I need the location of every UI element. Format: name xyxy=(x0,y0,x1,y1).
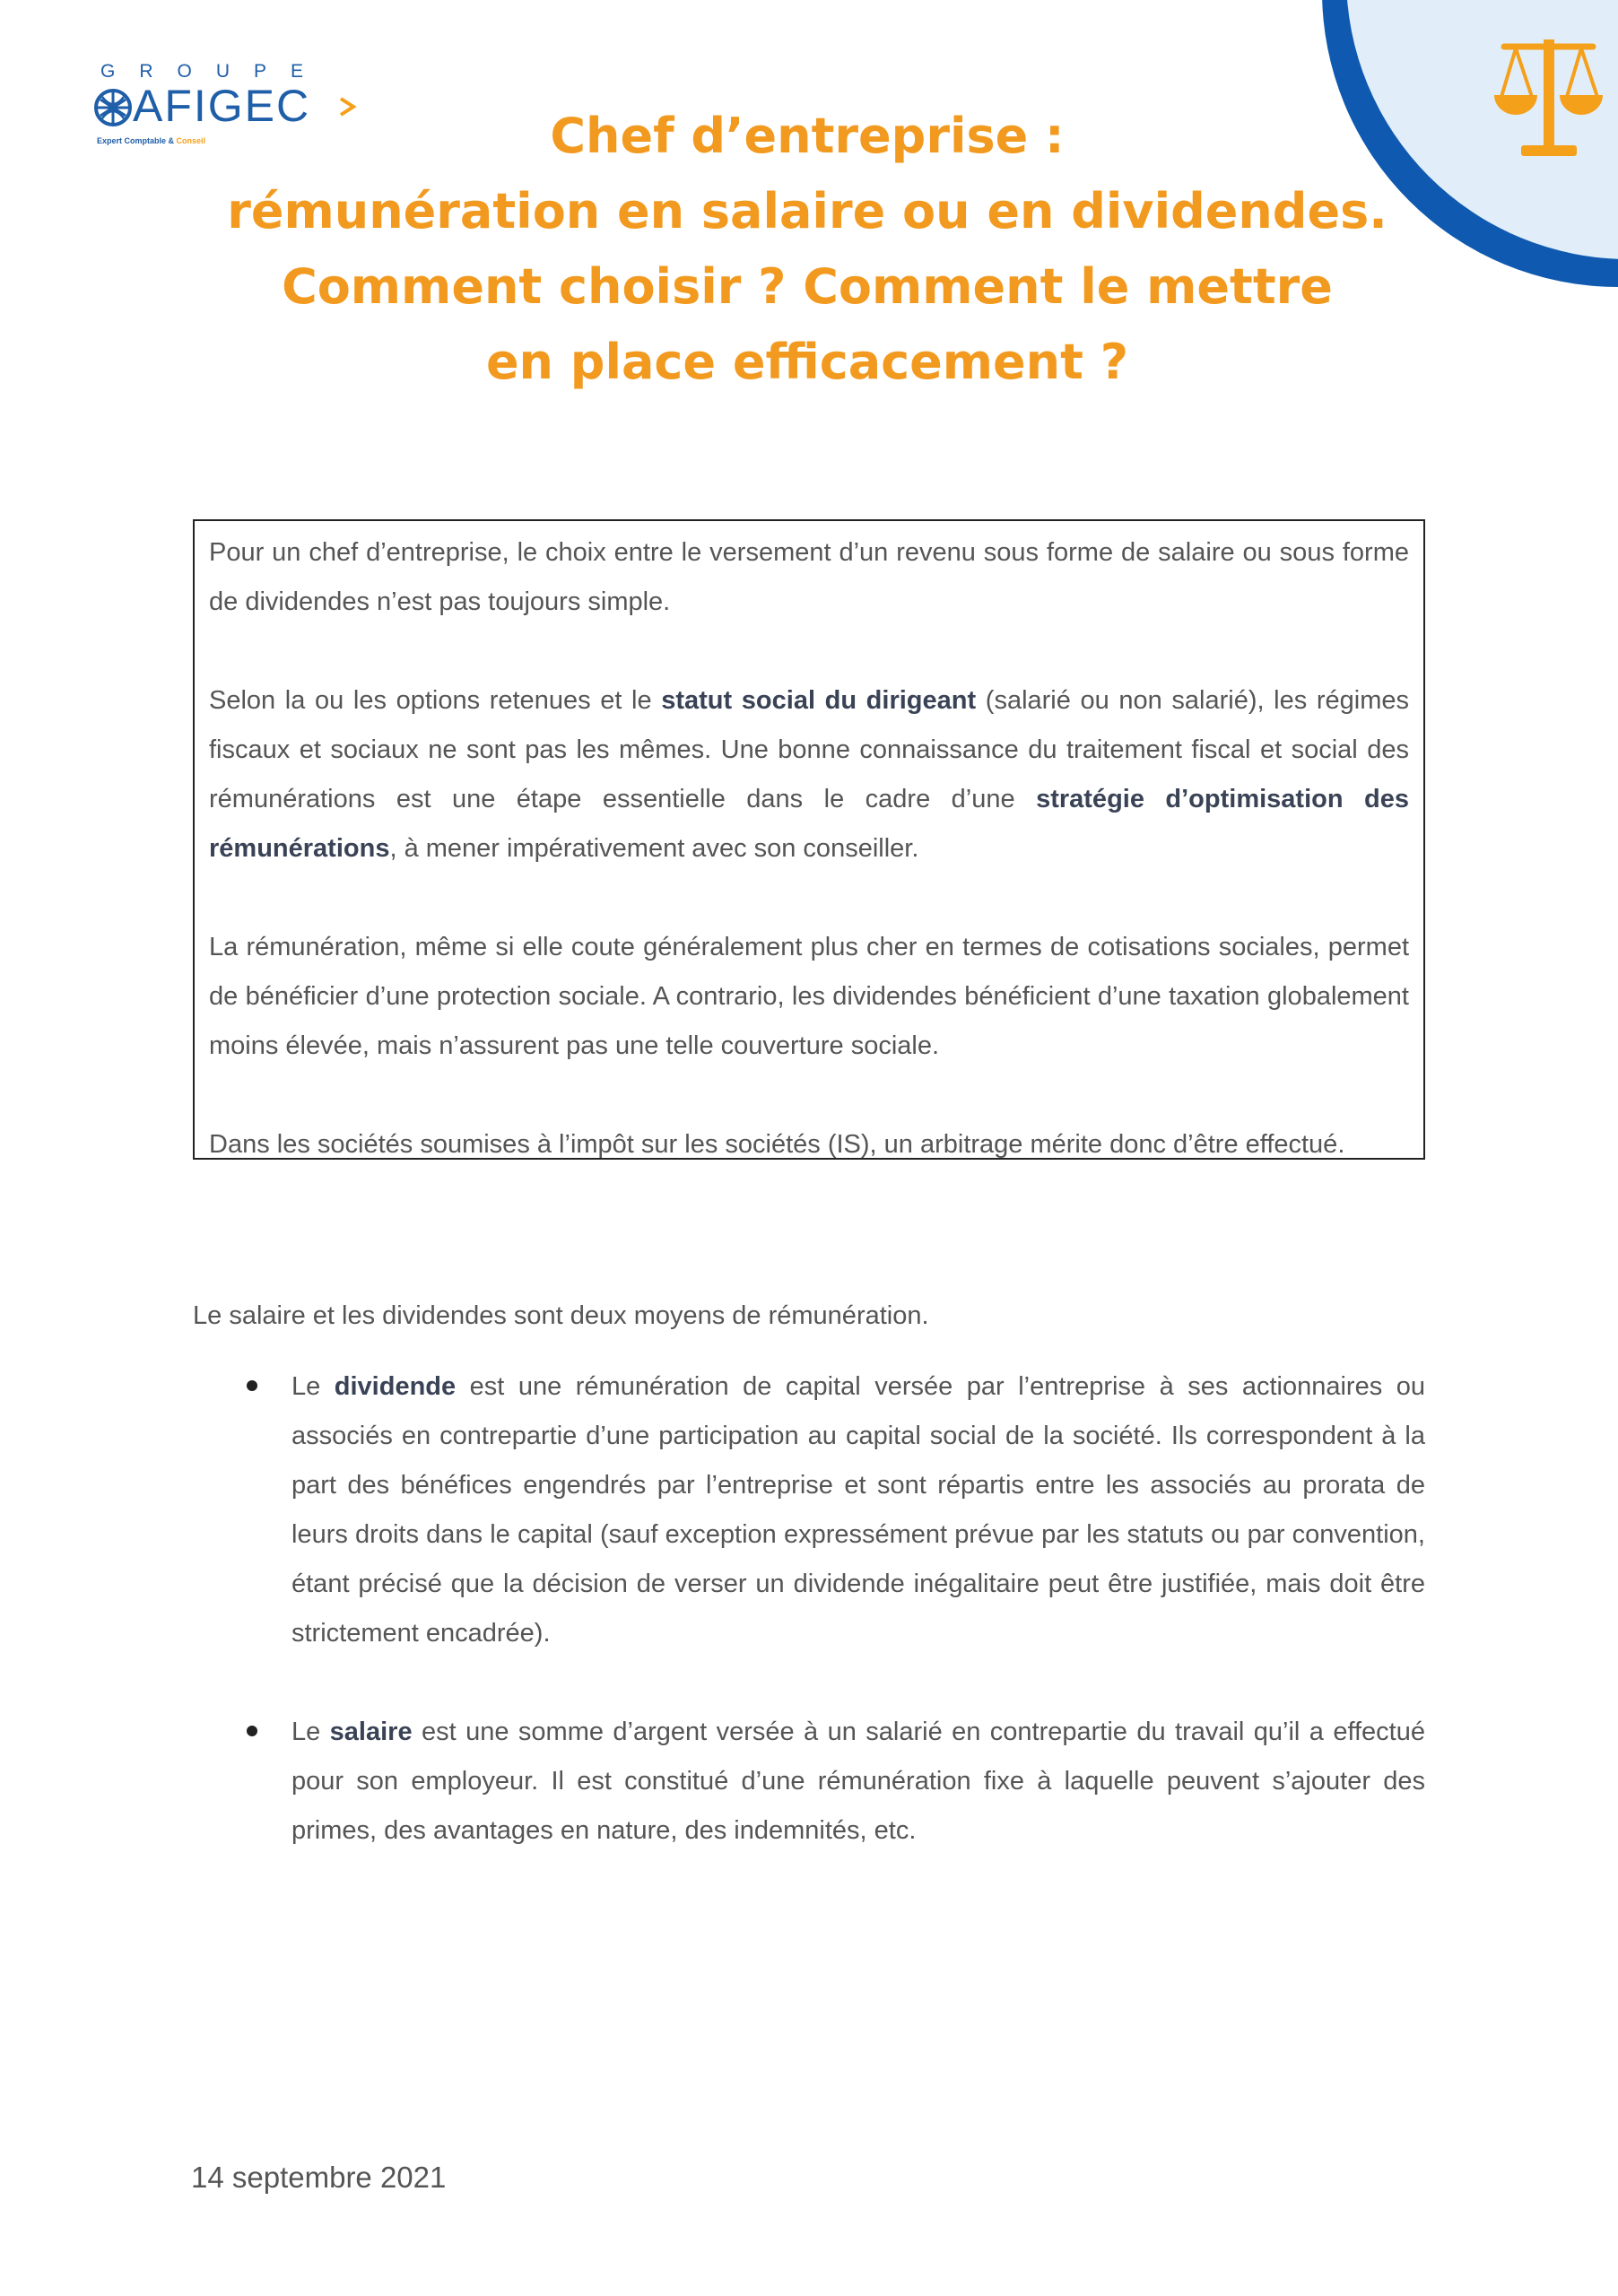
title-line: rémunération en salaire ou en dividendes. xyxy=(227,183,1387,239)
intro-paragraph-1: Pour un chef d’entreprise, le choix entre le versement d’un revenu sous forme de salaire ou sous forme de dividendes n’est pas toujours simple. xyxy=(209,538,1409,616)
intro-box xyxy=(193,519,1425,1160)
list-item-prefix: Le xyxy=(291,1372,335,1401)
list-item-term: dividende xyxy=(334,1372,457,1401)
intro-p2-highlight: statut social du dirigeant xyxy=(661,686,977,715)
intro-paragraph-4: Dans les sociétés soumises à l’impôt sur les sociétés (IS), un arbitrage mérite donc d’être effectué. xyxy=(209,1130,1345,1159)
intro-p2-highlight: stratégie d’optimisation des rémunérations xyxy=(209,785,1409,863)
list-item-definition: est une somme d’argent versée à un salarié en contrepartie du travail qu’il a effectué pour son employeur. Il est constitué d’une rémunération fixe à laquelle peuvent s’ajouter des primes, des avantages en nature, des indemnités, etc. xyxy=(291,1718,1425,1845)
page-title xyxy=(224,99,1390,400)
logo-wordmark: AFIGEC xyxy=(133,81,311,131)
bullet-icon xyxy=(247,1726,257,1736)
title-line: Comment choisir ? Comment le mettre xyxy=(282,258,1333,315)
list-item-term: salaire xyxy=(329,1718,413,1746)
body-lead: Le salaire et les dividendes sont deux moyens de rémunération. xyxy=(193,1301,929,1330)
logo-tagline xyxy=(97,136,205,145)
definition-list xyxy=(193,1362,1425,1905)
logo-tagline-main: Expert Comptable & xyxy=(97,136,175,145)
logo-groupe-text: GROUPE xyxy=(100,61,328,82)
footer-date: 14 septembre 2021 xyxy=(191,2161,447,2194)
intro-p2-text: Selon la ou les options retenues et le xyxy=(209,686,662,715)
intro-p2-text: , à mener impérativement avec son conseiller. xyxy=(389,834,919,863)
globe-icon xyxy=(93,88,133,127)
list-item xyxy=(193,1362,1425,1658)
title-line: en place efficacement ? xyxy=(485,334,1129,390)
intro-p2-text: (salarié ou non salarié), les régimes fiscaux et sociaux ne sont pas les mêmes. Une bonne connaissance du traitement fiscal et social des rémunérations est une étape essentielle dans le cadre d’une xyxy=(209,686,1410,813)
logo-tagline-accent: Conseil xyxy=(176,136,206,145)
bullet-icon xyxy=(247,1380,257,1391)
intro-paragraph-2 xyxy=(209,676,1409,874)
list-item-definition: est une rémunération de capital versée par l’entreprise à ses actionnaires ou associés en contrepartie d’une participation au capital social de la société. Ils correspondent à la part des bénéfices engendrés par l’entreprise et sont répartis entre les associés au prorata de leurs droits dans le capital (sauf exception expressément prévue par les statuts ou par convention, étant précisé que la décision de verser un dividende inégalitaire peut être justifiée, mais doit être strictement encadrée). xyxy=(291,1372,1425,1648)
list-item-text xyxy=(291,1362,1425,1658)
list-item xyxy=(193,1708,1425,1856)
list-item-text xyxy=(291,1708,1425,1856)
title-line: Chef d’entreprise : xyxy=(550,108,1065,164)
list-item-prefix: Le xyxy=(291,1718,330,1746)
intro-paragraph-3: La rémunération, même si elle coute généralement plus cher en termes de cotisations sociales, permet de bénéficier d’une protection sociale. A contrario, les dividendes bénéficient d’une taxation globalement moins élevée, mais n’assurent pas une telle couverture sociale. xyxy=(209,933,1409,1060)
